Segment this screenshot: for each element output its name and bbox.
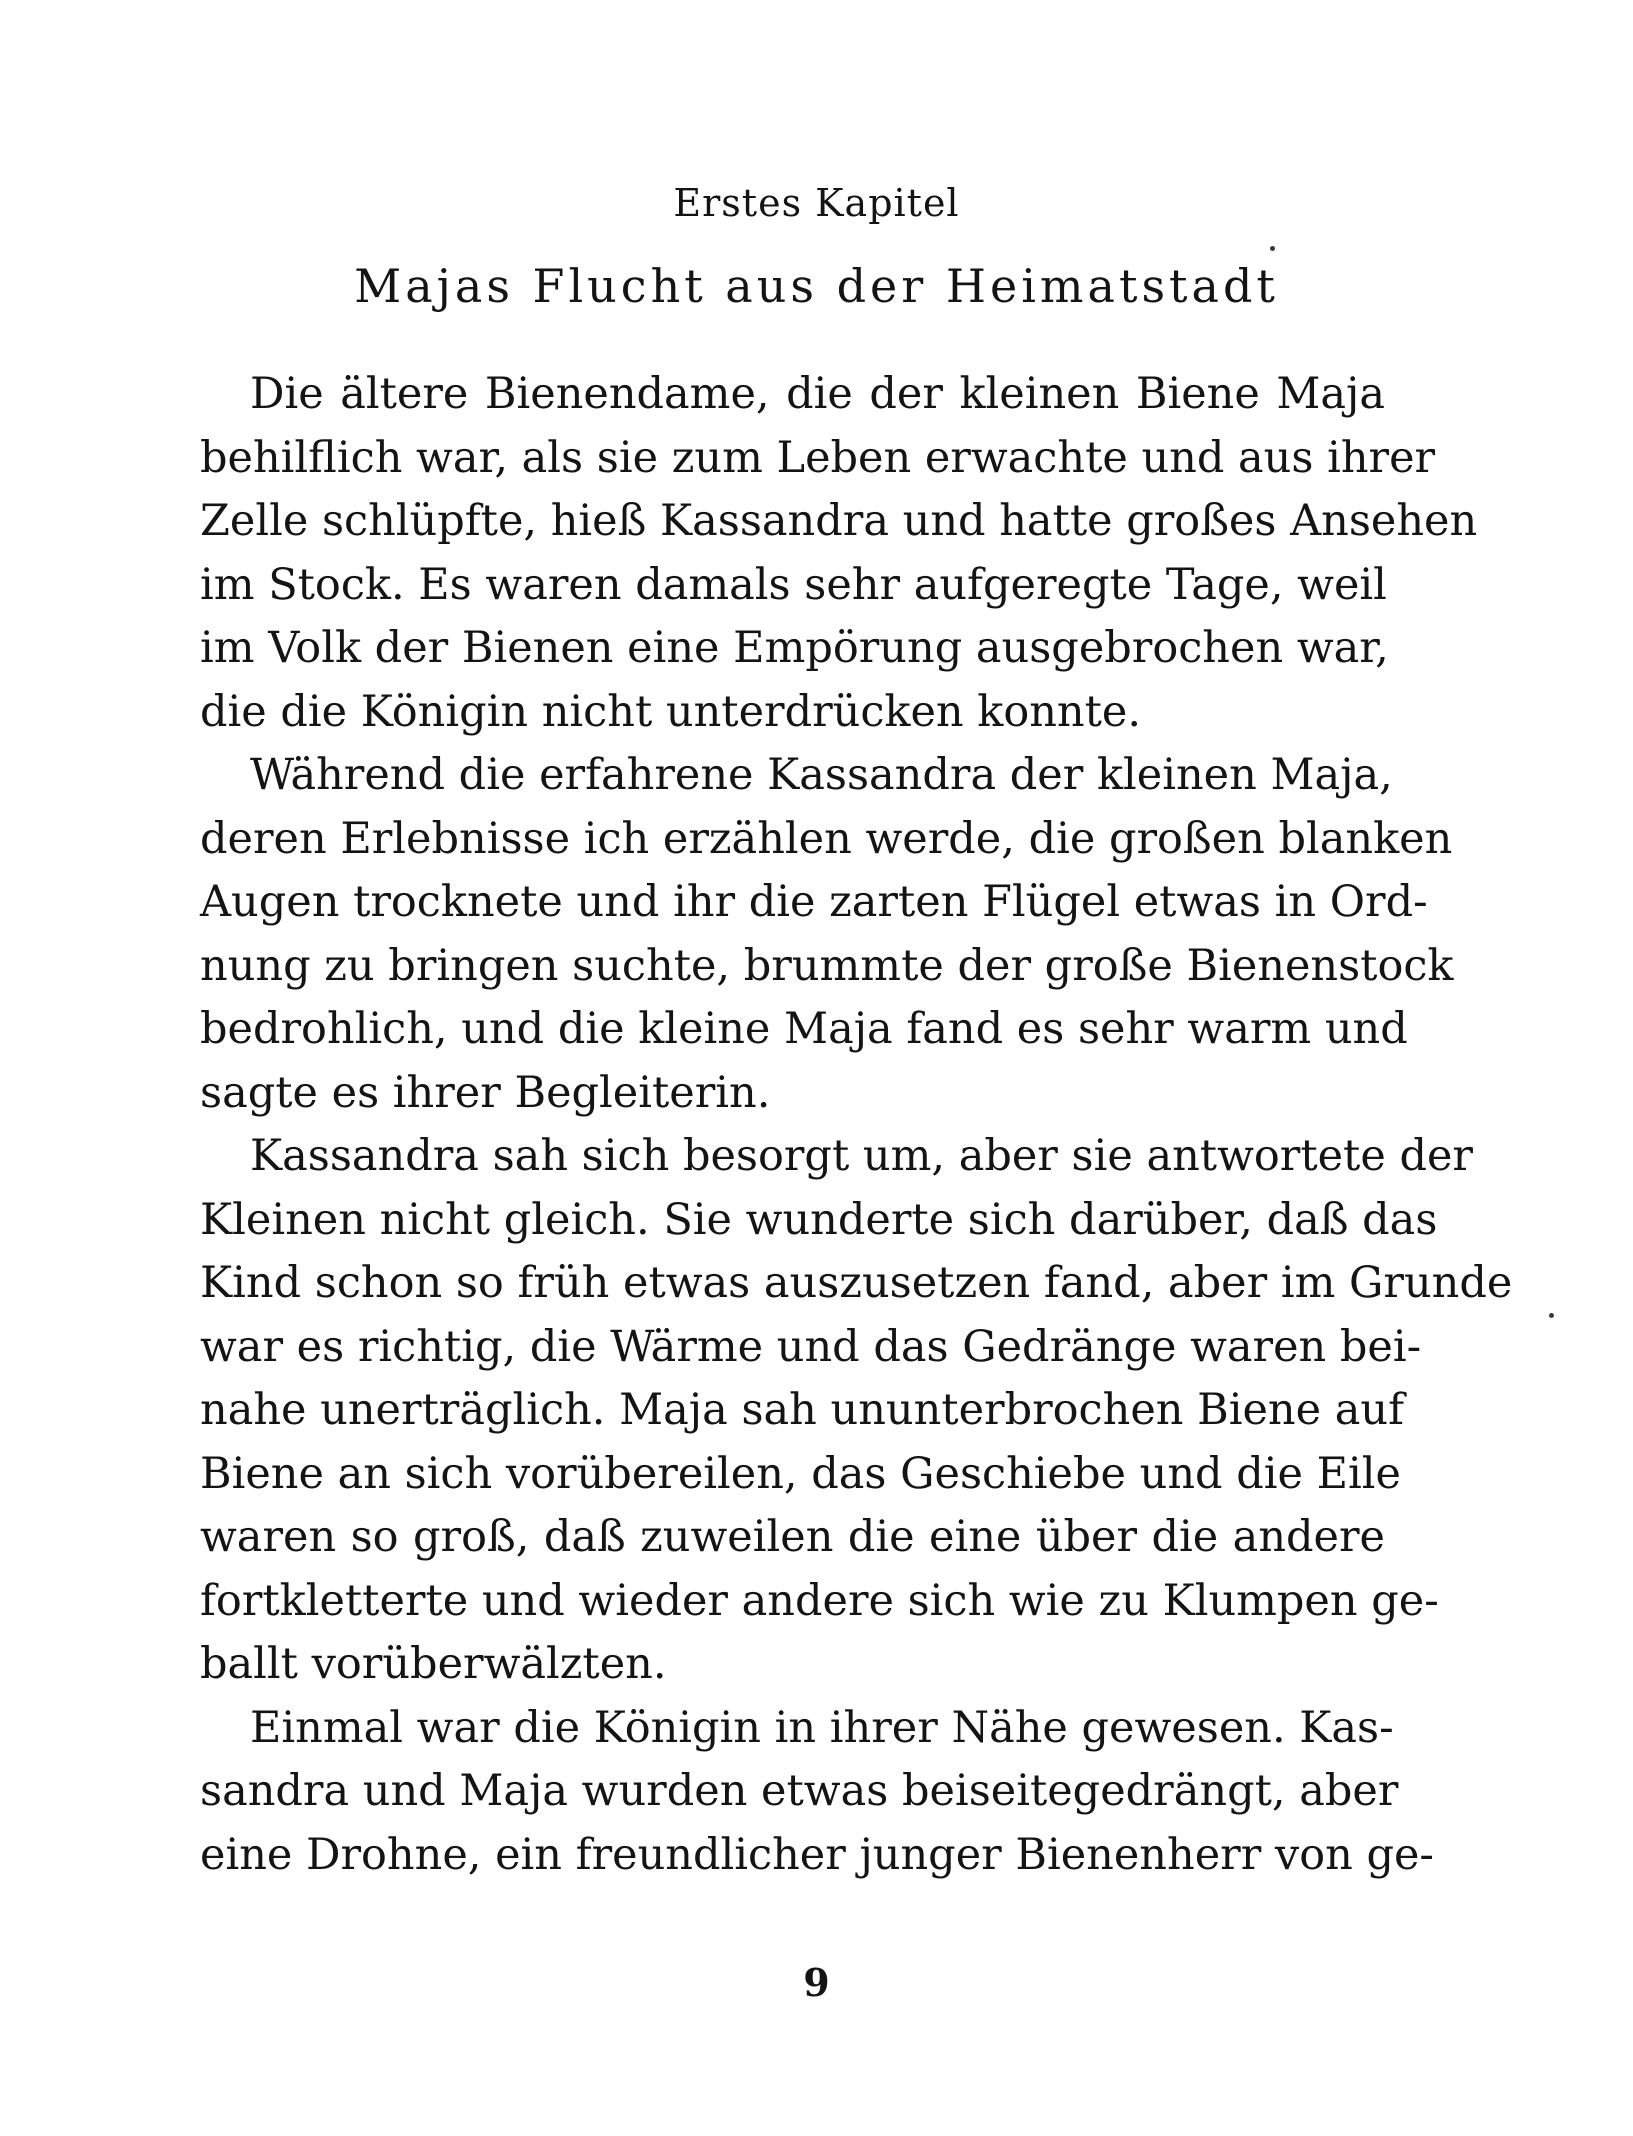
text-line: Kassandra sah sich besorgt um, aber sie antwortete der bbox=[250, 1131, 1473, 1181]
paragraph-1 bbox=[200, 363, 1478, 744]
text-line: fortkletterte und wieder andere sich wie zu Klumpen ge- bbox=[200, 1575, 1439, 1626]
paragraph-2 bbox=[200, 744, 1454, 1125]
text-line: im Volk der Bienen eine Empörung ausgebrochen war, bbox=[200, 623, 1389, 673]
text-line: war es richtig, die Wärme und das Gedränge waren bei- bbox=[200, 1321, 1422, 1372]
text-line: sandra und Maja wurden etwas beiseitegedrängt, aber bbox=[200, 1766, 1399, 1816]
text-line: nung zu bringen suchte, brummte der große Bienenstock bbox=[200, 940, 1454, 991]
chapter-title: Majas Flucht aus der Heimatstadt bbox=[354, 259, 1279, 313]
page-number: 9 bbox=[803, 1960, 830, 2005]
paragraph-4 bbox=[200, 1697, 1434, 1888]
text-line: Die ältere Bienendame, die der kleinen Biene Maja bbox=[250, 369, 1385, 419]
body-text bbox=[200, 363, 1513, 1887]
text-line: deren Erlebnisse ich erzählen werde, die großen blanken bbox=[200, 813, 1453, 864]
paragraph-3 bbox=[200, 1125, 1513, 1697]
text-line: Kind schon so früh etwas auszusetzen fand, aber im Grunde bbox=[200, 1258, 1513, 1308]
text-line: Einmal war die Königin in ihrer Nähe gewesen. Kas- bbox=[250, 1702, 1394, 1753]
text-line: bedrohlich, und die kleine Maja fand es sehr warm und bbox=[200, 1004, 1408, 1054]
text-line: ballt vorüberwälzten. bbox=[200, 1639, 667, 1689]
text-line: im Stock. Es waren damals sehr aufgeregte Tage, weil bbox=[200, 559, 1387, 610]
text-line: sagte es ihrer Begleiterin. bbox=[200, 1067, 771, 1118]
text-line: waren so groß, daß zuweilen die eine über die andere bbox=[200, 1512, 1385, 1562]
print-speck bbox=[1549, 1313, 1554, 1318]
text-line: nahe unerträglich. Maja sah ununterbrochen Biene auf bbox=[200, 1385, 1404, 1435]
chapter-label: Erstes Kapitel bbox=[673, 181, 960, 225]
text-line: Biene an sich vorübereilen, das Geschiebe und die Eile bbox=[200, 1448, 1401, 1499]
text-line: die die Königin nicht unterdrücken konnte. bbox=[200, 686, 1142, 737]
text-line: Kleinen nicht gleich. Sie wunderte sich darüber, daß das bbox=[200, 1194, 1438, 1245]
text-line: behilflich war, als sie zum Leben erwachte und aus ihrer bbox=[200, 432, 1436, 483]
text-line: Zelle schlüpfte, hieß Kassandra und hatte großes Ansehen bbox=[200, 496, 1478, 546]
print-speck bbox=[1270, 246, 1275, 251]
text-line: Augen trocknete und ihr die zarten Flügel etwas in Ord- bbox=[200, 877, 1428, 927]
text-line: Während die erfahrene Kassandra der kleinen Maja, bbox=[250, 750, 1393, 800]
text-line: eine Drohne, ein freundlicher junger Bienenherr von ge- bbox=[200, 1829, 1434, 1880]
